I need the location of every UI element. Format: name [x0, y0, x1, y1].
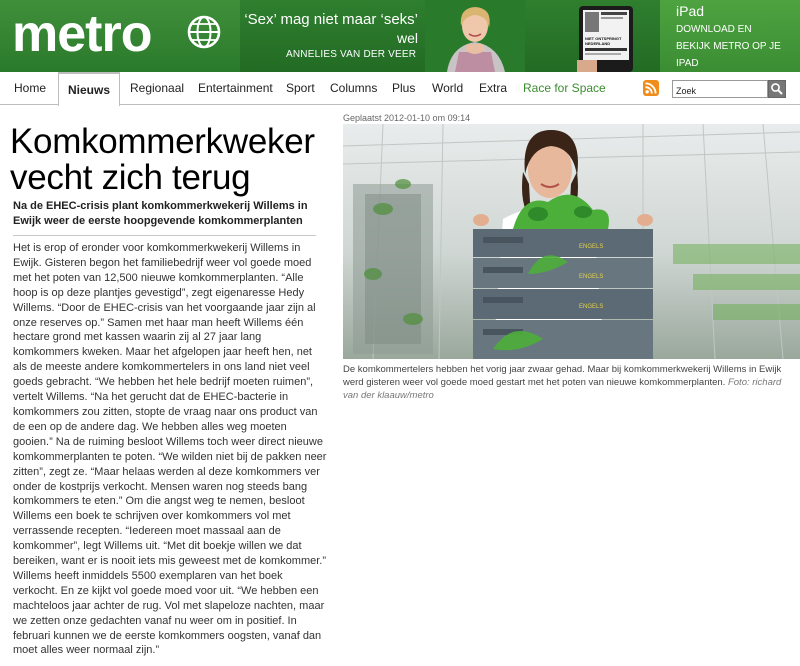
search-button[interactable] — [768, 80, 786, 98]
crate-label: ENGELS — [579, 274, 604, 280]
crate-label: ENGELS — [579, 304, 604, 310]
ipad-line3: IPAD — [676, 58, 699, 69]
nav-regionaal[interactable]: Regionaal — [130, 81, 185, 95]
body-line: Willems een boek te schrijven over komkommers vol met — [13, 510, 291, 523]
photo-caption — [343, 363, 798, 402]
nav-sport[interactable]: Sport — [286, 81, 315, 95]
body-line: onze reserves op.” Samen met haar man heeft Willems één — [13, 316, 304, 329]
tablet-headline: NIET ONTSPRINGT NEDERLAND — [585, 36, 622, 46]
ad-author: ANNELIES VAN DER VEER — [286, 49, 417, 60]
nav-nieuws[interactable]: Nieuws — [58, 72, 120, 106]
body-line: Willems heeft inmiddels 5500 exemplaren van het boek — [13, 569, 283, 582]
body-line: Ewijk. Gisteren begon het familiebedrijf weer vol goede moed — [13, 256, 312, 269]
lead-divider — [13, 235, 316, 236]
ipad-line1: DOWNLOAD EN — [676, 24, 752, 35]
body-line: gooien.” Na de ruiming besloot Willems toch weer direct nieuwe — [13, 435, 323, 448]
body-line: komkommers te eten.” Om die angst weg te nemen, besloot — [13, 495, 305, 508]
nav-home[interactable]: Home — [14, 81, 47, 95]
nav-columns[interactable]: Columns — [330, 81, 378, 95]
body-line: onder de kostprijs verkocht. Mensen waren nog steeds bang — [13, 480, 308, 493]
photo-credit: Foto: richard van der klaauw/metro — [343, 377, 782, 401]
ad-quote-line1: ‘Sex’ mag niet maar ‘seks’ — [244, 11, 418, 28]
ipad-title: iPad — [676, 3, 705, 19]
nav-extra[interactable]: Extra — [479, 81, 508, 95]
body-line: Willems. “Door de EHEC-crisis van het voorgaande jaar zijn al — [13, 301, 316, 314]
article-photo — [343, 124, 800, 359]
logo-area[interactable] — [0, 0, 240, 72]
nav-race-for-space[interactable]: Race for Space — [523, 81, 606, 95]
ipad-promo[interactable] — [660, 0, 800, 72]
body-line: machteloos jaar achter de rug. Vol met slapeloze nachten, maar — [13, 599, 325, 612]
body-line: zitten”, zegt ze. “Maar helaas werden al deze komkommers ver — [13, 465, 320, 478]
body-line: goeds gebracht. “We hebben het hele bedrijf moeten ruimen”, — [13, 376, 314, 389]
body-line: moet alles weer normaal zijn.” — [13, 644, 160, 657]
crate-label: ENGELS — [579, 244, 604, 250]
ipad-subtitle — [676, 21, 800, 72]
body-line: komkommers kweken. Maar het afgelopen jaar heeft hen, net — [13, 346, 312, 359]
nav-world[interactable]: World — [432, 81, 464, 95]
body-line: hectare grond met kassen waarin zij al 27 jaar lang — [13, 331, 262, 344]
header-banner — [0, 0, 800, 72]
metro-logo[interactable]: metro — [12, 5, 152, 63]
body-line: met het poten van 12,500 nieuwe komkommerplanten. “Alle — [13, 271, 304, 284]
body-line: komkommers zou zitten, stopte de vraag naar ons product van — [13, 405, 318, 418]
article-body — [13, 241, 328, 658]
body-line: de een op de andere dag. We hebben alles weg moeten — [13, 420, 287, 433]
ad-quote — [240, 10, 418, 48]
body-line: komkommer”, legt Willems uit. “Met dit boekje willen we dat — [13, 540, 302, 553]
article-lead: Na de EHEC-crisis plant komkommerkwekerij Willems in Ewijk weer de eerste hoopgevende komkommerplanten — [13, 200, 308, 227]
search-input[interactable] — [672, 80, 768, 98]
body-line: verkocht. En ze kijkt vol goede moed voor uit. “We hebben een — [13, 584, 319, 597]
rss-icon[interactable] — [643, 80, 659, 96]
body-line: als de meeste andere komkommertelers in ons land niet veel — [13, 361, 310, 374]
ipad-line2: BEKIJK METRO OP JE — [676, 41, 781, 52]
search-icon — [769, 81, 785, 97]
posted-timestamp: Geplaatst 2012-01-10 om 09:14 — [343, 113, 471, 123]
body-line: bereiken, want er is nooit iets mis geweest met de komkommer.” — [13, 555, 327, 568]
globe-icon — [186, 14, 222, 50]
nav-entertainment[interactable]: Entertainment — [198, 81, 273, 95]
body-line: verrassende recepten. “Iedereen moet massaal aan de — [13, 525, 281, 538]
columnist-photo — [425, 0, 525, 72]
article-headline: Komkommerkweker vecht zich terug — [10, 122, 315, 197]
caption-text: De komkommertelers hebben het vorig jaar zwaar gehad. Maar bij komkommerkwekerij Willems in Ewijk werd gisteren weer vol goede moed gestart met het poten van nieuwe komkommerplanten. — [343, 364, 782, 388]
body-line: hoop is op deze plantjes gevestigd”, zegt eigenaresse Hedy — [13, 286, 305, 299]
ad-quote-line2: wel — [396, 30, 418, 46]
body-line: komkommerplanten te poten. “We wilden niet bij de pakken neer — [13, 450, 327, 463]
column-ad[interactable] — [240, 0, 660, 72]
nav-plus[interactable]: Plus — [392, 81, 416, 95]
body-line: Het is erop of eronder voor komkommerkwekerij Willems in — [13, 242, 301, 254]
body-line: februari kunnen we de eerste komkommers oogsten, vanaf dan — [13, 629, 322, 642]
body-line: we zetten onze gedachten vanaf nu weer om in positief. In — [13, 614, 297, 627]
body-line: vertelt Willems. “Na het gerucht dat de EHEC-bacterie in — [13, 391, 289, 404]
rss-glyph — [643, 80, 659, 96]
